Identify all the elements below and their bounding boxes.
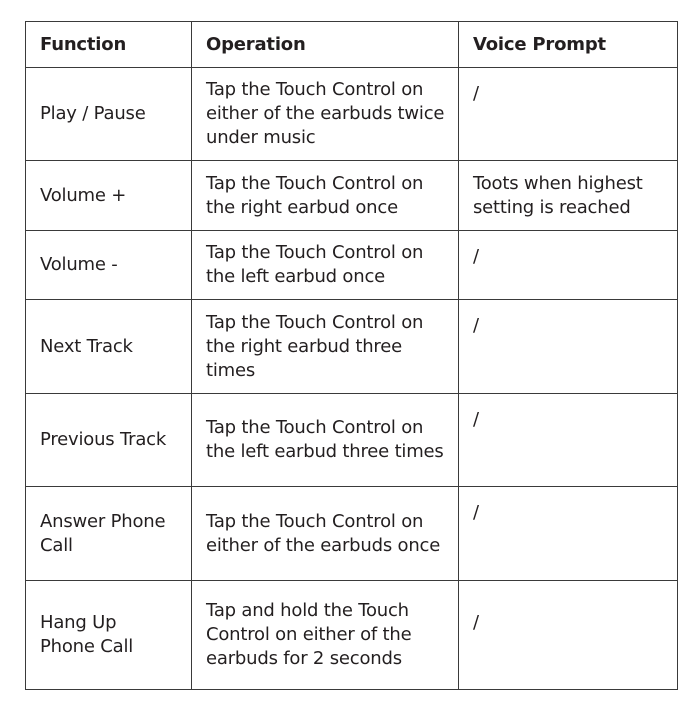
header-row: [26, 22, 678, 68]
touch-controls-table: [25, 21, 678, 690]
function-cell: Play / Pause: [26, 68, 192, 161]
function-cell: Previous Track: [26, 394, 192, 487]
function-cell: Next Track: [26, 300, 192, 394]
table-row: [26, 161, 678, 231]
operation-cell: Tap the Touch Control on either of the earbuds once: [192, 487, 459, 581]
operation-cell: Tap and hold the Touch Control on either of the earbuds for 2 seconds: [192, 581, 459, 690]
operation-cell: Tap the Touch Control on the right earbud once: [192, 161, 459, 231]
function-cell: Answer Phone Call: [26, 487, 192, 581]
operation-cell: Tap the Touch Control on the right earbud three times: [192, 300, 459, 394]
table-row: [26, 487, 678, 581]
header-function: Function: [26, 22, 192, 68]
function-cell: Hang Up Phone Call: [26, 581, 192, 690]
voice-prompt-cell: /: [459, 581, 678, 690]
voice-prompt-cell: Toots when highest setting is reached: [459, 161, 678, 231]
table-row: [26, 300, 678, 394]
table-row: [26, 394, 678, 487]
table-row: [26, 231, 678, 300]
header-operation: Operation: [192, 22, 459, 68]
operation-cell: Tap the Touch Control on the left earbud once: [192, 231, 459, 300]
voice-prompt-cell: /: [459, 300, 678, 394]
voice-prompt-cell: /: [459, 487, 678, 581]
operation-cell: Tap the Touch Control on the left earbud three times: [192, 394, 459, 487]
operation-cell: Tap the Touch Control on either of the earbuds twice under music: [192, 68, 459, 161]
voice-prompt-cell: /: [459, 68, 678, 161]
function-cell: Volume -: [26, 231, 192, 300]
function-cell: Volume +: [26, 161, 192, 231]
voice-prompt-cell: /: [459, 394, 678, 487]
table-row: [26, 68, 678, 161]
header-voice-prompt: Voice Prompt: [459, 22, 678, 68]
voice-prompt-cell: /: [459, 231, 678, 300]
table-row: [26, 581, 678, 690]
